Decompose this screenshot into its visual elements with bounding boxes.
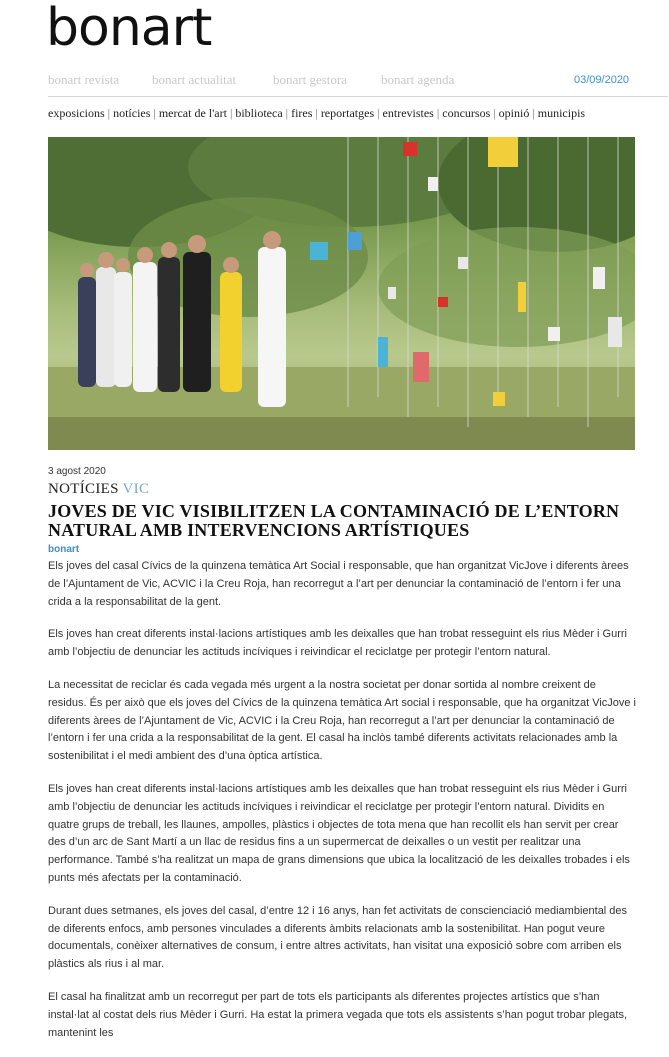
current-date: 03/09/2020 xyxy=(574,74,630,86)
category-link[interactable]: NOTÍCIES xyxy=(48,481,119,497)
article-body xyxy=(48,558,636,1057)
section-entrevistes[interactable]: entrevistes xyxy=(382,106,434,120)
article-paragraph: Els joves han creat diferents instal·lacions artístiques amb les deixalles que han trobat resseguint els rius Mèder i Gurri amb l’objectiu de denunciar les actituds incíviques i reivindicar el reciclatge per protegir l’entorn natural. Dividits en quatre grups de treball, les llaunes, ampolles, plàstics i objectes de tota mena que han recollit els han servit per crear des d’un arc de Sant Martí a un llac de residus fins a un supermercat de deixalles o un vestit per realitzar una performance. També s’ha realitzat un mapa de grans dimensions que ubica la localització de les deixalles trobades i els punts més afectats per la contaminació. xyxy=(48,782,630,884)
separator: | xyxy=(532,106,535,120)
article-paragraph: Els joves han creat diferents instal·lacions artístiques amb les deixalles que han trobat resseguint els rius Mèder i Gurri amb l’objectiu de denunciar les actituds incíviques i reivindicar el reciclatge per protegir l’entorn natural. xyxy=(48,628,627,659)
section-fires[interactable]: fires xyxy=(291,106,313,120)
section-navigation xyxy=(48,106,668,121)
section-exposicions[interactable]: exposicions xyxy=(48,106,105,120)
separator: | xyxy=(107,106,111,120)
article-paragraph: La necessitat de reciclar és cada vegada més urgent a la nostra societat per donar sortida al nombre creixent de residus. És per això que els joves del Cívics de la quinzena temàtica Art social i responsable, que ha organitzat VicJove i diferents àrees de l’Ajuntament de Vic, ACVIC i la Creu Roja, han recorregut a l’art per denunciar la contaminació de l’entorn i fer una crida a la responsabilitat de la gent. El casal ha inclòs també diferents activitats relacionades amb la sostenibilitat i el medi ambient des d’una òptica artística. xyxy=(48,678,637,763)
separator: | xyxy=(377,106,380,120)
separator: | xyxy=(229,106,233,120)
article-paragraph: Els joves del casal Cívics de la quinzena temàtica Art Social i responsable, que han organitzat VicJove i diferents àrees de l’Ajuntament de Vic, ACVIC i la Creu Roja, han recorregut a l’art per denunciar la contaminació de l’entorn i fer una crida a la responsabilitat de la gent. xyxy=(48,560,629,608)
article-paragraph: El casal ha finalitzat amb un recorregut per part de tots els participants als diferentes projectes artístics que s’han instal·lat al costat dels rius Mèder i Gurri. Ha estat la primera vegada que tots els assistents s’han pogut trobar plegats, mantenint les xyxy=(48,990,628,1039)
separator: | xyxy=(493,106,496,120)
section-municipis[interactable]: municipis xyxy=(537,106,586,120)
nav-bonart-gestora[interactable]: bonart gestora xyxy=(273,72,348,87)
article-author[interactable]: bonart xyxy=(48,544,80,555)
section-biblioteca[interactable]: biblioteca xyxy=(235,106,283,120)
separator: | xyxy=(436,106,440,120)
section-concursos[interactable]: concursos xyxy=(442,106,491,120)
subcategory-link[interactable]: VIC xyxy=(122,481,150,497)
top-navigation xyxy=(48,72,668,97)
separator: | xyxy=(285,106,289,120)
section-reportatges[interactable]: reportatges xyxy=(320,106,375,120)
article-date: 3 agost 2020 xyxy=(48,466,106,477)
article-hero-photo xyxy=(48,137,635,450)
nav-bonart-agenda[interactable]: bonart agenda xyxy=(381,72,455,87)
separator: | xyxy=(153,106,156,120)
article-title: JOVES DE VIC VISIBILITZEN LA CONTAMINACIÓ DE L’ENTORN NATURAL AMB INTERVENCIONS ARTÍSTIQUES xyxy=(48,501,620,540)
section-opinio[interactable]: opinió xyxy=(498,106,530,120)
section-mercat[interactable]: mercat de l'art xyxy=(158,106,227,120)
article-paragraph: Durant dues setmanes, els joves del casal, d’entre 12 i 16 anys, han fet activitats de conscienciació mediambiental des de diferents enfocs, amb persones vinculades a diferents àmbits relacionats amb la sostenibilitat. Han pogut veure documentals, conèixer alternatives de consum, i entre altres activitats, han visitat una exposició sobre com arriben els plàstics als rius i al mar. xyxy=(48,904,628,971)
bonart-logo[interactable]: bonart xyxy=(46,0,212,58)
nav-bonart-revista[interactable]: bonart revista xyxy=(48,72,120,87)
article-category xyxy=(48,481,149,498)
separator: | xyxy=(315,106,318,120)
section-noticies[interactable]: notícies xyxy=(113,106,151,120)
nav-bonart-actualitat[interactable]: bonart actualitat xyxy=(152,72,237,87)
